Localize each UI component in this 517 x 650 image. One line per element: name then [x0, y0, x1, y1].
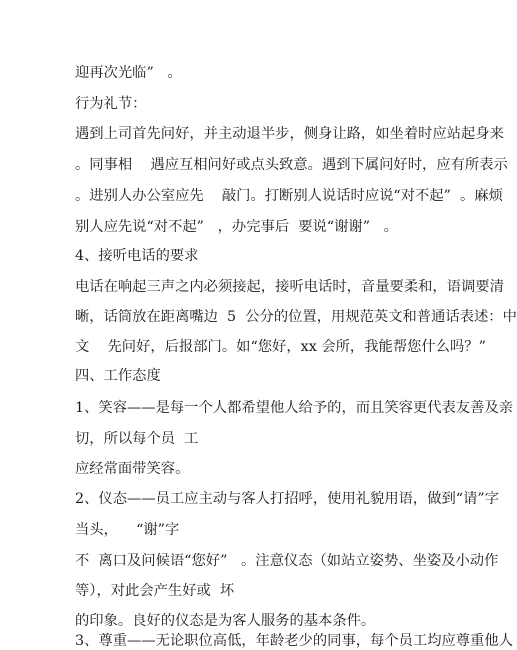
text-line: 遇到上司首先问好，并主动退半步，侧身让路，如坐着时应站起身来 — [75, 126, 504, 142]
text-line: 应经常面带笑容。 — [75, 461, 190, 477]
text-line: 3、尊重——无论职位高低，年龄老少的同事，每个员工均应尊重他人 — [75, 633, 513, 649]
text-line: 晰，话筒放在距离嘴边 5 公分的位置，用规范英文和普通话表述：中 — [75, 309, 517, 325]
text-line: 电话在响起三声之内必须接起，接听电话时，音量要柔和，语调要清 — [75, 279, 504, 295]
text-line: 行为礼节： — [75, 96, 147, 112]
text-line: 切，所以每个员 工 — [75, 431, 199, 447]
text-line: 。同事相 遇应互相问好或点头致意。遇到下属问好时，应有所表示 — [75, 157, 508, 173]
text-line: 。进别人办公室应先 敲门。打断别人说话时应说“对不起” 。麻烦 — [75, 188, 503, 204]
text-line: 别人应先说“对不起” ，办完事后 要说“谢谢” 。 — [75, 219, 398, 235]
text-line: 当头， “谢”字 — [75, 522, 180, 538]
text-line: 等），对此会产生好或 坏 — [75, 583, 235, 599]
text-line: 不 离口及问候语“您好” 。注意仪态（如站立姿势、坐姿及小动作 — [75, 553, 499, 569]
text-line: 2、仪态——员工应主动与客人打招呼，使用礼貌用语，做到“请”字 — [75, 491, 500, 507]
text-line: 文 先问好，后报部门。如“您好，xx 会所，我能帮您什么吗？” — [75, 339, 486, 355]
text-line: 的印象。良好的仪态是为客人服务的基本条件。 — [75, 613, 376, 629]
section-heading: 4、接听电话的要求 — [75, 248, 199, 264]
section-heading: 四、工作态度 — [75, 368, 161, 384]
text-line: 迎再次光临” 。 — [75, 65, 182, 81]
text-line: 1、笑容——是每一个人都希望他人给予的，而且笑容更代表友善及亲 — [75, 400, 513, 416]
